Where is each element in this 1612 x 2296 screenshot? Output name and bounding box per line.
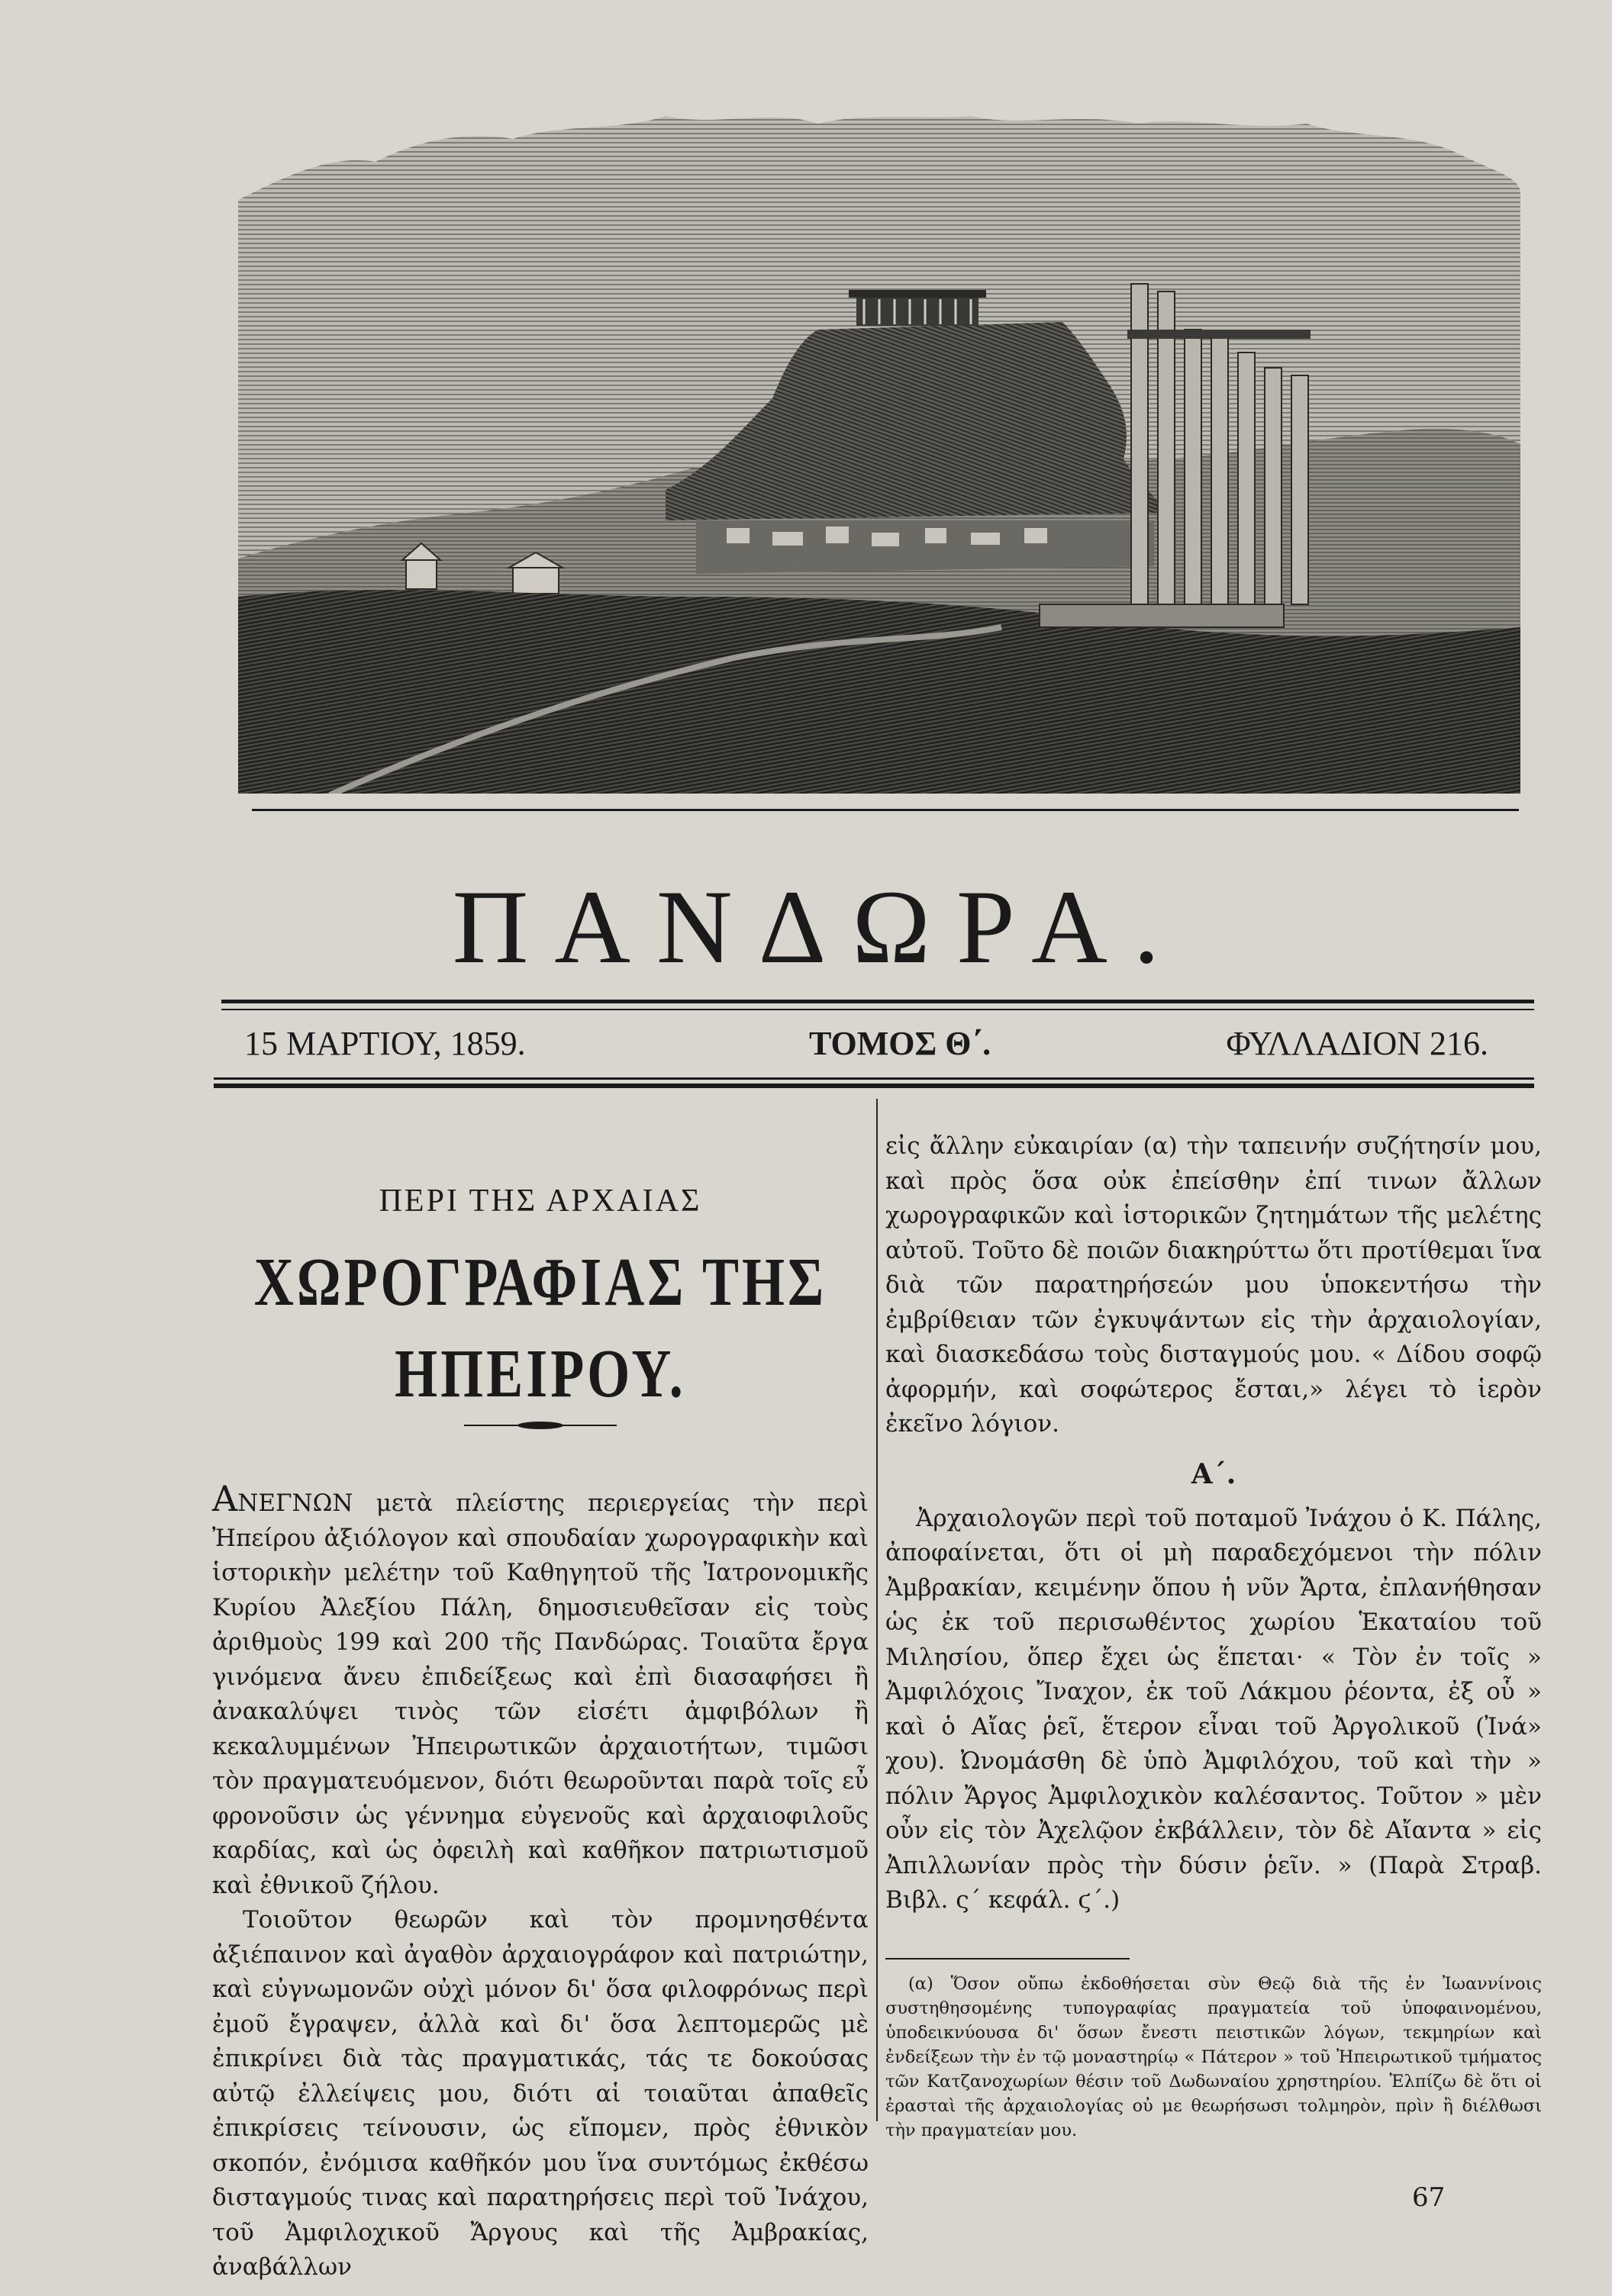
acropolis-engraving [238, 108, 1520, 794]
masthead-thin-rule [252, 809, 1519, 811]
article-title: ΧΩΡΟΓΡΑΦΙΑΣ ΤΗΣ ΗΠΕΙΡΟΥ. [253, 1244, 827, 1412]
article-paragraph-3: εἰς ἄλλην εὐκαιρίαν (α) τὴν ταπεινήν συζήτησίν μου, καὶ πρὸς ὅσα οὐκ ἐπείσθην ἐπί τινων ἄλλων χωρογραφικῶν καὶ ἱστορικῶν ζητημάτων τῆς μελέτης αὐτοῦ. Τοῦτο δὲ ποιῶν διακηρύττω ὅτι προτίθεμαι ἵνα διὰ τῶν παρατηρήσεών μου ὑποκεντήσω τὴν ἐμβρίθειαν τῶν ἐγκυψάντων εἰς τὴν ἀρχαιολογίαν, καὶ διασκεδάσω τοὺς δισταγμούς μου. « Δίδου σοφῷ ἀφορμήν, καὶ σοφώτερος ἔσται,» λέγει τὸ ἱερὸν ἐκεῖνο λόγιον. [885, 1132, 1542, 1438]
issue-volume: ΤΟΜΟΣ Θ΄. [809, 1025, 991, 1062]
engraving-illustration [238, 108, 1520, 794]
issue-line [221, 1021, 1504, 1067]
masthead-rule-top-thin [221, 1009, 1534, 1010]
left-column [212, 1129, 869, 2285]
article-paragraph-1 [212, 1478, 869, 1903]
column-divider [876, 1099, 878, 2121]
issue-number: ΦΥΛΛΑΔΙΟΝ 216. [1226, 1025, 1488, 1062]
masthead-rule-bottom-thick [214, 1084, 1534, 1088]
article-paragraph-4: Ἀρχαιολογῶν περὶ τοῦ ποταμοῦ Ἰνάχου ὁ Κ. Πάλης, ἀποφαίνεται, ὅτι οἱ μὴ παραδεχόμενοι τὴν πόλιν Ἀμβρακίαν, κειμένην ὅπου ἡ νῦν Ἄρτα, ἐπλανήθησαν ὡς ἐκ τοῦ περισωθέντος χωρίου Ἑκαταίου τοῦ Μιλησίου, ὅπερ ἔχει ὡς ἕπεται· « Τὸν ἐν τοῖς » Ἀμφιλόχοις Ἴναχον, ἐκ τοῦ Λάκμου ῥέοντα, ἐξ οὗ » καὶ ὁ Αἴας ῥεῖ, ἕτερον εἶναι τοῦ Ἀργολικοῦ (Ἰνά» χου). Ὠνομάσθη δὲ ὑπὸ Ἀμφιλόχου, τοῦ καὶ τὴν » πόλιν Ἄργος Ἀμφιλοχικὸν καλέσαντος. Τοῦτον » μὲν οὖν εἰς τὸν Ἀχελῷον ἐκβάλλειν, τὸν δὲ Αἴαντα » εἰς Ἀπιλλωνίαν πρὸς τὴν δύσιν ῥεῖν. » (Παρὰ Στραβ. Βιβλ. ς΄ κεφάλ. ϛ΄.) [885, 1504, 1542, 1914]
ornament-rule [464, 1419, 617, 1431]
paragraph-1-text: ΝΕΓΝΩΝ μετὰ πλείστης περιεργείας τὴν περὶ Ἠπείρου ἀξιόλογον καὶ σπουδαίαν χωρογραφικὴν καὶ ἱστορικὴν μελέτην τοῦ Καθηγητοῦ τῆς Ἰατρονομικῆς Κυρίου Ἀλεξίου Πάλη, δημοσιευθεῖσαν εἰς τοὺς ἀριθμοὺς 199 καὶ 200 τῆς Πανδώρας. Τοιαῦτα ἔργα γινόμενα ἄνευ ἐπιδείξεως καὶ ἐπὶ διασαφήσει ἢ ἀνακαλύψει τινὸς τῶν εἰσέτι ἀμφιβόλων ἢ κεκαλυμμένων Ἠπειρωτικῶν ἀρχαιοτήτων, τιμῶσι τὸν πραγματευόμενον, διότι θεωροῦνται παρὰ τοῖς εὖ φρονοῦσιν ὡς γέννημα εὐγενοῦς καὶ ἀρχαιοφιλοῦς καρδίας, καὶ ὡς ὀφειλὴ καὶ καθῆκον πατριωτισμοῦ καὶ ἐθνικοῦ ζήλου. [212, 1489, 869, 1899]
masthead-rule-bottom [214, 1077, 1534, 1080]
page-number: 67 [1412, 2182, 1446, 2213]
article-paragraph-2: Τοιοῦτον θεωρῶν καὶ τὸν προμνησθέντα ἀξιέπαινον καὶ ἀγαθὸν ἀρχαιογράφον καὶ πατριώτην, καὶ εὐγνωμονῶν οὐχὶ μόνον δι' ὅσα φιλοφρόνως περὶ ἐμοῦ ἔγραψεν, ἀλλὰ καὶ δι' ὅσα λεπτομερῶς μὲ ἐπικρίνει διὰ τὰς πραγματικάς, τάς τε δοκούσας αὐτῷ ἐλλείψεις μου, διότι αἱ τοιαῦται ἀπαθεῖς ἐπικρίσεις τείνουσιν, ὡς εἴπομεν, πρὸς ἐθνικὸν σκοπόν, ἐνόμισα καθῆκόν μου ἵνα συντόμως ἐκθέσω δισταγμούς τινας καὶ παρατηρήσεις περὶ τοῦ Ἰνάχου, τοῦ Ἀμφιλοχικοῦ Ἄργους καὶ τῆς Ἀμβρακίας, ἀναβάλλων [212, 1906, 869, 2281]
newspaper-title: ΠΑΝΔΩΡΑ. [452, 868, 1186, 985]
right-column [885, 1129, 1542, 2143]
footnote: (α) Ὅσον οὔπω ἐκδοθήσεται σὺν Θεῷ διὰ τῆς ἐν Ἰωαννίνοις συστηθησομένης τυπογραφίας πραγματεία τοῦ ὑποφαινομένου, ὑποδεικνύουσα δι' ὅσων ἔνεστι πειστικῶν λόγων, τεκμηρίων καὶ ἐνδείξεων τὴν ἐν τῷ μοναστηρίῳ « Πάτερον » τοῦ Ἠπειρωτικοῦ τμήματος τῶν Κατζανοχωρίων θέσιν τοῦ Δωδωναίου χρηστηρίου. Ἐλπίζω δὲ ὅτι οἱ ἐρασταὶ τῆς ἀρχαιολογίας οὐ με θεωρήσωσι τολμηρὸν, πρὶν ἢ διέλθωσι τὴν πραγματείαν μου. [885, 1973, 1542, 2140]
article-subtitle: ΠΕΡΙ ΤΗΣ ΑΡΧΑΙΑΣ [379, 1183, 702, 1219]
issue-date: 15 ΜΑΡΤΙΟΥ, 1859. [244, 1025, 526, 1062]
masthead-rule-top [221, 1000, 1534, 1003]
section-label: Α΄. [1191, 1457, 1236, 1490]
footnote-rule [885, 1958, 1130, 1959]
dropcap: Α [212, 1478, 238, 1519]
